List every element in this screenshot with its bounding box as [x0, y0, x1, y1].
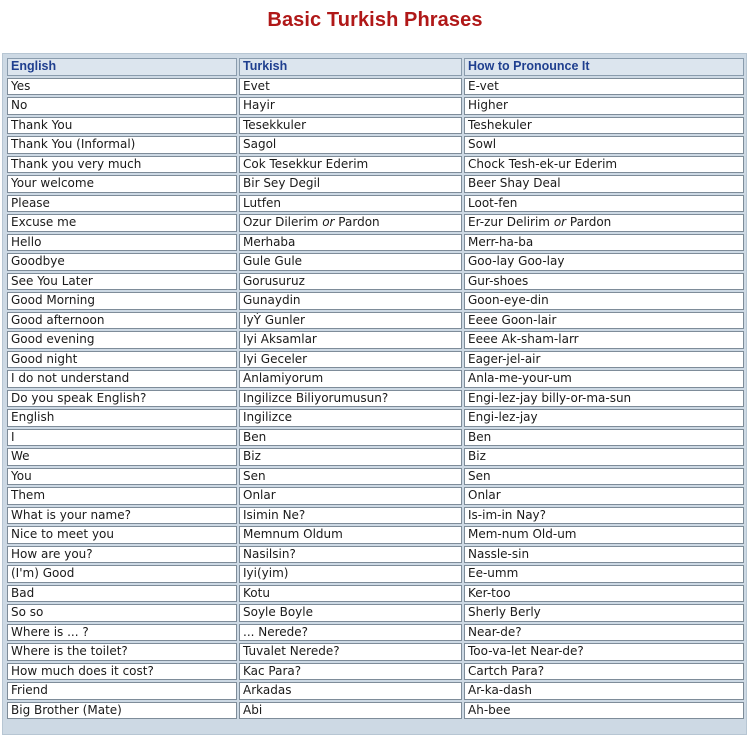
column-header-pronunciation: How to Pronounce It	[464, 58, 744, 76]
cell-english: How are you?	[7, 546, 237, 564]
table-row	[7, 663, 744, 681]
cell-turkish: Bir Sey Degil	[239, 175, 462, 193]
cell-turkish: Hayir	[239, 97, 462, 115]
cell-pronunciation: Chock Tesh-ek-ur Ederim	[464, 156, 744, 174]
cell-english: Do you speak English?	[7, 390, 237, 408]
cell-english: Good Morning	[7, 292, 237, 310]
cell-english: Big Brother (Mate)	[7, 702, 237, 720]
table-row	[7, 565, 744, 583]
table-row	[7, 468, 744, 486]
cell-turkish: Iyi Geceler	[239, 351, 462, 369]
cell-pronunciation: Loot-fen	[464, 195, 744, 213]
table-row	[7, 156, 744, 174]
cell-english: Good evening	[7, 331, 237, 349]
table-row	[7, 702, 744, 720]
cell-pronunciation: Ker-too	[464, 585, 744, 603]
cell-english: Thank You (Informal)	[7, 136, 237, 154]
cell-turkish: Gule Gule	[239, 253, 462, 271]
cell-english: (I'm) Good	[7, 565, 237, 583]
cell-english: Yes	[7, 78, 237, 96]
cell-turkish: Anlamiyorum	[239, 370, 462, 388]
cell-pronunciation: Biz	[464, 448, 744, 466]
cell-pronunciation: Engi-lez-jay billy-or-ma-sun	[464, 390, 744, 408]
column-header-english: English	[7, 58, 237, 76]
cell-turkish: Iyi(yim)	[239, 565, 462, 583]
cell-pronunciation: Eeee Ak-sham-larr	[464, 331, 744, 349]
cell-english: See You Later	[7, 273, 237, 291]
cell-pronunciation: Is-im-in Nay?	[464, 507, 744, 525]
cell-english: No	[7, 97, 237, 115]
phrases-table-container	[2, 53, 747, 735]
cell-english: English	[7, 409, 237, 427]
cell-turkish: Lutfen	[239, 195, 462, 213]
table-row	[7, 195, 744, 213]
cell-english: Your welcome	[7, 175, 237, 193]
cell-pronunciation: Ar-ka-dash	[464, 682, 744, 700]
cell-pronunciation: Ah-bee	[464, 702, 744, 720]
cell-pronunciation: Anla-me-your-um	[464, 370, 744, 388]
cell-english: Bad	[7, 585, 237, 603]
cell-english: Please	[7, 195, 237, 213]
table-body	[7, 78, 744, 720]
table-row	[7, 78, 744, 96]
cell-pronunciation: Beer Shay Deal	[464, 175, 744, 193]
cell-english: Nice to meet you	[7, 526, 237, 544]
cell-turkish: Onlar	[239, 487, 462, 505]
cell-turkish: Isimin Ne?	[239, 507, 462, 525]
cell-turkish: Kac Para?	[239, 663, 462, 681]
cell-turkish: Tuvalet Nerede?	[239, 643, 462, 661]
cell-turkish: Ingilizce Biliyorumusun?	[239, 390, 462, 408]
cell-turkish: Merhaba	[239, 234, 462, 252]
table-row	[7, 409, 744, 427]
cell-pronunciation: Higher	[464, 97, 744, 115]
table-row	[7, 643, 744, 661]
cell-english: Good night	[7, 351, 237, 369]
table-row	[7, 136, 744, 154]
cell-pronunciation: Near-de?	[464, 624, 744, 642]
cell-pronunciation: E-vet	[464, 78, 744, 96]
table-row	[7, 390, 744, 408]
title-bar	[0, 0, 750, 50]
cell-english: Goodbye	[7, 253, 237, 271]
cell-english: I do not understand	[7, 370, 237, 388]
cell-turkish: Abi	[239, 702, 462, 720]
page-title: Basic Turkish Phrases	[267, 9, 483, 31]
cell-pronunciation: Nassle-sin	[464, 546, 744, 564]
cell-pronunciation: Goon-eye-din	[464, 292, 744, 310]
cell-pronunciation: Eeee Goon-lair	[464, 312, 744, 330]
cell-turkish: Sen	[239, 468, 462, 486]
cell-turkish: Biz	[239, 448, 462, 466]
table-header-row	[7, 58, 744, 76]
cell-pronunciation: Sowl	[464, 136, 744, 154]
table-row	[7, 234, 744, 252]
cell-pronunciation: Gur-shoes	[464, 273, 744, 291]
cell-pronunciation: Er-zur Delirim or Pardon	[464, 214, 744, 232]
cell-english: How much does it cost?	[7, 663, 237, 681]
table-row	[7, 117, 744, 135]
cell-turkish: ... Nerede?	[239, 624, 462, 642]
cell-pronunciation: Ben	[464, 429, 744, 447]
cell-turkish: Cok Tesekkur Ederim	[239, 156, 462, 174]
cell-pronunciation: Cartch Para?	[464, 663, 744, 681]
cell-english: Hello	[7, 234, 237, 252]
cell-pronunciation: Mem-num Old-um	[464, 526, 744, 544]
cell-turkish: Kotu	[239, 585, 462, 603]
table-row	[7, 97, 744, 115]
table-row	[7, 585, 744, 603]
phrases-table	[5, 56, 746, 721]
cell-pronunciation: Onlar	[464, 487, 744, 505]
table-row	[7, 331, 744, 349]
cell-turkish: Sagol	[239, 136, 462, 154]
cell-turkish: Gorusuruz	[239, 273, 462, 291]
table-row	[7, 429, 744, 447]
table-row	[7, 604, 744, 622]
cell-pronunciation: Engi-lez-jay	[464, 409, 744, 427]
table-row	[7, 351, 744, 369]
table-row	[7, 682, 744, 700]
cell-turkish: Tesekkuler	[239, 117, 462, 135]
cell-english: Them	[7, 487, 237, 505]
cell-pronunciation: Sherly Berly	[464, 604, 744, 622]
table-row	[7, 312, 744, 330]
table-row	[7, 214, 744, 232]
table-row	[7, 253, 744, 271]
cell-english: What is your name?	[7, 507, 237, 525]
cell-pronunciation: Goo-lay Goo-lay	[464, 253, 744, 271]
cell-pronunciation: Teshekuler	[464, 117, 744, 135]
cell-english: You	[7, 468, 237, 486]
cell-turkish: Soyle Boyle	[239, 604, 462, 622]
table-row	[7, 292, 744, 310]
cell-turkish: Ingilizce	[239, 409, 462, 427]
cell-turkish: Nasilsin?	[239, 546, 462, 564]
cell-turkish: Ozur Dilerim or Pardon	[239, 214, 462, 232]
column-header-turkish: Turkish	[239, 58, 462, 76]
table-row	[7, 273, 744, 291]
cell-english: Excuse me	[7, 214, 237, 232]
cell-pronunciation: Eager-jel-air	[464, 351, 744, 369]
cell-pronunciation: Merr-ha-ba	[464, 234, 744, 252]
cell-turkish: IyÝ Gunler	[239, 312, 462, 330]
cell-turkish: Arkadas	[239, 682, 462, 700]
table-row	[7, 546, 744, 564]
cell-english: We	[7, 448, 237, 466]
cell-english: So so	[7, 604, 237, 622]
cell-turkish: Gunaydin	[239, 292, 462, 310]
cell-english: Where is the toilet?	[7, 643, 237, 661]
table-row	[7, 624, 744, 642]
table-row	[7, 448, 744, 466]
cell-english: I	[7, 429, 237, 447]
table-row	[7, 175, 744, 193]
cell-english: Friend	[7, 682, 237, 700]
table-row	[7, 526, 744, 544]
table-row	[7, 507, 744, 525]
table-row	[7, 487, 744, 505]
cell-turkish: Ben	[239, 429, 462, 447]
cell-english: Thank You	[7, 117, 237, 135]
cell-pronunciation: Ee-umm	[464, 565, 744, 583]
cell-pronunciation: Too-va-let Near-de?	[464, 643, 744, 661]
table-row	[7, 370, 744, 388]
cell-english: Thank you very much	[7, 156, 237, 174]
cell-turkish: Iyi Aksamlar	[239, 331, 462, 349]
cell-turkish: Memnum Oldum	[239, 526, 462, 544]
cell-english: Good afternoon	[7, 312, 237, 330]
cell-turkish: Evet	[239, 78, 462, 96]
cell-pronunciation: Sen	[464, 468, 744, 486]
cell-english: Where is ... ?	[7, 624, 237, 642]
